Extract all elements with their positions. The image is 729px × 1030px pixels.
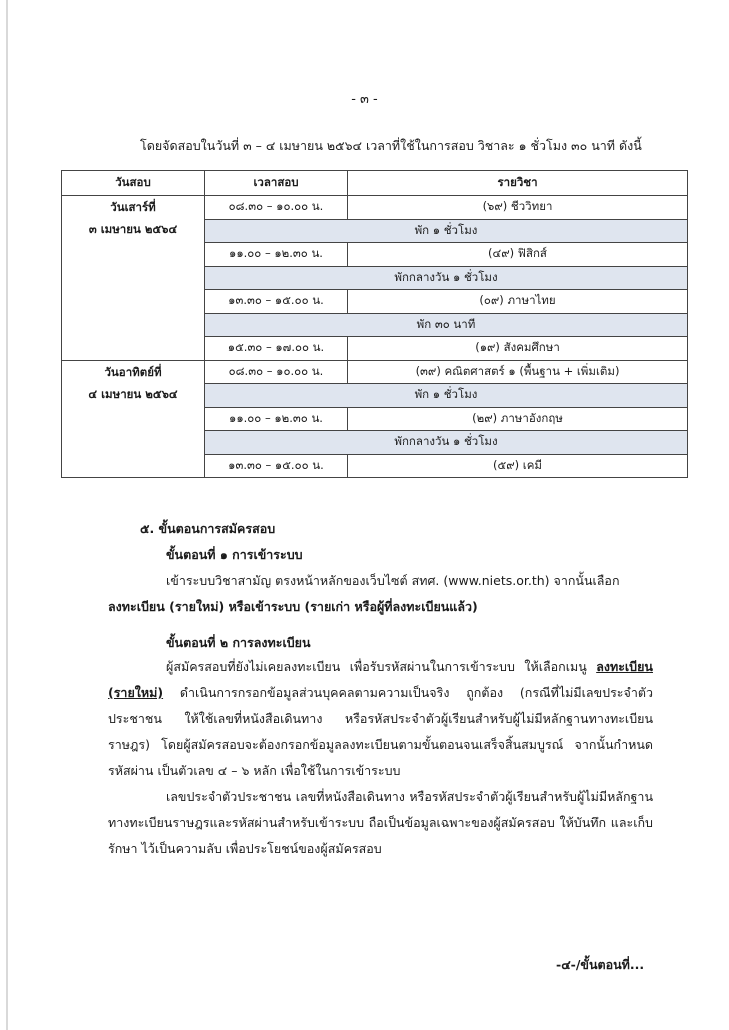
break-cell: พัก ๑ ชั่วโมง — [205, 219, 688, 243]
header-day: วันสอบ — [62, 171, 205, 196]
break-cell: พัก ๑ ชั่วโมง — [205, 384, 688, 408]
subject-cell: (๓๙) คณิตศาสตร์ ๑ (พื้นฐาน + เพิ่มเติม) — [348, 360, 688, 384]
step-1-text: เข้าระบบวิชาสามัญ ตรงหน้าหลักของเว็บไซต์ สทศ. (www.niets.or.th) จากนั้นเลือก — [166, 573, 620, 588]
section-5-title: ๕. ขั้นตอนการสมัครสอบ — [140, 521, 276, 536]
intro-text: โดยจัดสอบในวันที่ ๓ – ๔ เมษายน ๒๕๖๔ เวลาที่ใช้ในการสอบ วิชาละ ๑ ชั่วโมง ๓๐ นาที ดังนี้ — [140, 138, 642, 153]
step-2-p1-body: ดำเนินการกรอกข้อมูลส่วนบุคคลตามความเป็นจริง ถูกต้อง (กรณีที่ไม่มีเลขประจำตัวประชาชน ให้ใช้เลขที่หนังสือเดินทาง หรือรหัสประจำตัวผู้เรียนสำหรับผู้ไม่มีหลักฐานทางทะเบียนราษฎร) โดยผู้สมัครสอบจะต้องกรอกข้อมูลลงทะเบียนตามขั้นตอนจนเสร็จสิ้นสมบูรณ์ จากนั้นกำหนดรหัสผ่าน เป็นตัวเลข ๔ – ๖ หลัก เพื่อใช้ในการเข้าระบบ — [108, 685, 653, 778]
step-2-title: ขั้นตอนที่ ๒ การลงทะเบียน — [166, 635, 311, 650]
step-1-title: ขั้นตอนที่ ๑ การเข้าระบบ — [166, 547, 303, 562]
table-header-row — [62, 171, 688, 196]
time-cell: ๑๓.๓๐ – ๑๕.๐๐ น. — [205, 290, 348, 314]
subject-cell: (๖๙) ชีววิทยา — [348, 196, 688, 220]
time-cell: ๑๑.๐๐ – ๑๒.๓๐ น. — [205, 407, 348, 431]
day-cell-sunday — [62, 360, 205, 478]
exam-schedule-table — [61, 170, 688, 478]
header-subject: รายวิชา — [348, 171, 688, 196]
step-1-options: ลงทะเบียน (รายใหม่) หรือเข้าระบบ (รายเก่า หรือผู้ที่ลงทะเบียนแล้ว) — [108, 599, 478, 614]
time-cell: ๐๘.๓๐ – ๑๐.๐๐ น. — [205, 360, 348, 384]
subject-cell: (๑๙) สังคมศึกษา — [348, 337, 688, 361]
day-date: ๔ เมษายน ๒๕๖๔ — [88, 386, 178, 401]
time-cell: ๑๓.๓๐ – ๑๕.๐๐ น. — [205, 454, 348, 478]
header-time: เวลาสอบ — [205, 171, 348, 196]
subject-cell: (๔๙) ฟิสิกส์ — [348, 243, 688, 267]
day-name: วันเสาร์ที่ — [110, 200, 156, 214]
page-edge — [6, 0, 8, 1030]
next-page-footer: -๔-/ขั้นตอนที่... — [556, 957, 645, 972]
table-row — [62, 360, 688, 384]
subject-cell: (๕๙) เคมี — [348, 454, 688, 478]
subject-cell: (๐๙) ภาษาไทย — [348, 290, 688, 314]
break-cell: พักกลางวัน ๑ ชั่วโมง — [205, 431, 688, 455]
subject-cell: (๒๙) ภาษาอังกฤษ — [348, 407, 688, 431]
day-cell-saturday — [62, 196, 205, 361]
step-2-paragraph-1 — [108, 654, 653, 784]
day-name: วันอาทิตย์ที่ — [104, 364, 162, 379]
step-2-p1-intro: ผู้สมัครสอบที่ยังไม่เคยลงทะเบียน เพื่อรับรหัสผ่านในการเข้าระบบ ให้เลือกเมนู — [166, 659, 587, 674]
register-new-link[interactable]: ลงทะเบียน (รายใหม่) — [108, 659, 653, 700]
step-2-paragraph-2: เลขประจำตัวประชาชน เลขที่หนังสือเดินทาง หรือรหัสประจำตัวผู้เรียนสำหรับผู้ไม่มีหลักฐาน ทางทะเบียนราษฎรและรหัสผ่านสำหรับเข้าระบบ ถือเป็นข้อมูลเฉพาะของผู้สมัครสอบ ให้บันทึก และเก็บรักษา ไว้เป็นความลับ เพื่อประโยชน์ของผู้สมัครสอบ — [108, 789, 653, 856]
day-date: ๓ เมษายน ๒๕๖๔ — [88, 222, 178, 236]
break-cell: พักกลางวัน ๑ ชั่วโมง — [205, 266, 688, 290]
page-number: - ๓ - — [351, 92, 378, 107]
time-cell: ๐๘.๓๐ – ๑๐.๐๐ น. — [205, 196, 348, 220]
time-cell: ๑๑.๐๐ – ๑๒.๓๐ น. — [205, 243, 348, 267]
table-row — [62, 196, 688, 220]
break-cell: พัก ๓๐ นาที — [205, 313, 688, 337]
time-cell: ๑๕.๓๐ – ๑๗.๐๐ น. — [205, 337, 348, 361]
